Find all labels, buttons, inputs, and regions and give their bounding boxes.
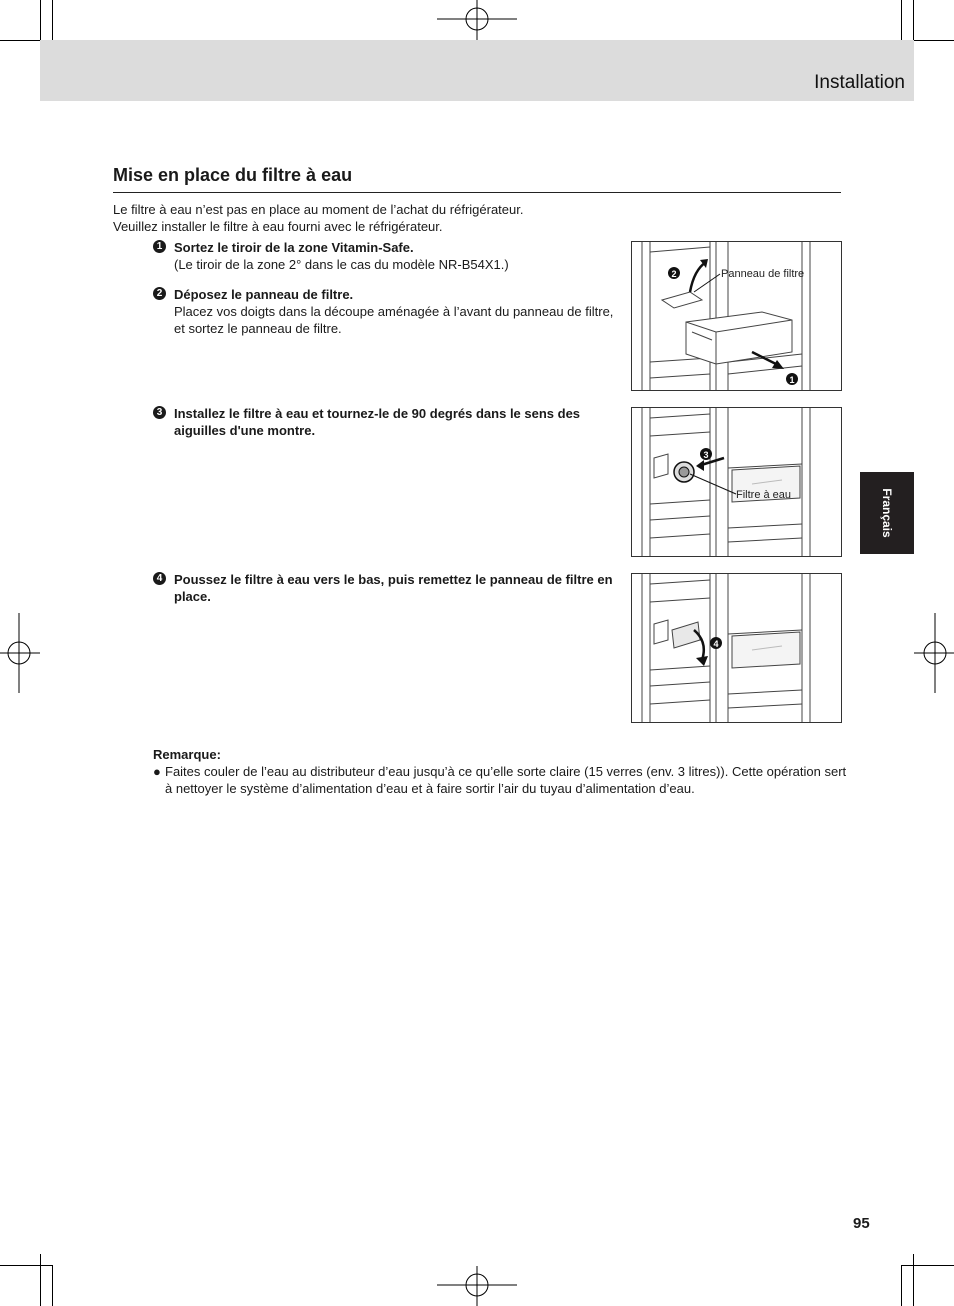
crop-mark	[913, 1254, 914, 1306]
step-4	[153, 571, 623, 605]
fridge-illustration	[632, 408, 841, 556]
figure-remove-drawer	[631, 241, 842, 391]
figure-label: Filtre à eau	[736, 489, 792, 501]
figure-marker: 4	[713, 639, 719, 649]
registration-mark-top	[437, 0, 517, 42]
step-title: Sortez le tiroir de la zone Vitamin-Safe.	[174, 240, 414, 255]
page-number: 95	[853, 1215, 870, 1232]
crop-mark	[0, 1265, 52, 1266]
step-text: Placez vos doigts dans la découpe aménagée à l’avant du panneau de filtre, et sortez le panneau de filtre.	[174, 304, 614, 336]
figure-marker: 3	[703, 450, 709, 460]
step-number-badge: 2	[153, 287, 166, 300]
step-title: Installez le filtre à eau et tournez-le de 90 degrés dans le sens des aiguilles d'une montre.	[174, 406, 581, 438]
crop-mark	[902, 1265, 954, 1266]
intro-paragraph	[113, 201, 523, 235]
header-title: Installation	[814, 72, 905, 93]
step-title: Poussez le filtre à eau vers le bas, puis remettez le panneau de filtre en place.	[174, 572, 613, 604]
fridge-illustration	[632, 574, 841, 722]
crop-mark	[901, 0, 902, 40]
language-tab	[860, 472, 914, 554]
registration-mark-right	[914, 613, 954, 693]
crop-mark	[40, 1254, 41, 1306]
remark-title: Remarque:	[153, 747, 221, 762]
step-2	[153, 286, 623, 337]
bullet-icon: ●	[153, 764, 161, 779]
figure-marker: 2	[671, 269, 677, 279]
figure-label: Panneau de filtre	[721, 268, 805, 280]
registration-mark-bottom	[437, 1266, 517, 1306]
section-divider	[113, 192, 841, 193]
step-number-badge: 3	[153, 406, 166, 419]
step-title: Déposez le panneau de filtre.	[174, 287, 354, 302]
intro-line: Le filtre à eau n’est pas en place au moment de l’achat du réfrigérateur.	[113, 202, 524, 217]
figure-marker: 1	[789, 375, 795, 385]
step-text: (Le tiroir de la zone 2° dans le cas du modèle NR-B54X1.)	[174, 257, 509, 272]
remark-text: Faites couler de l’eau au distributeur d’eau jusqu’à ce qu’elle sorte claire (15 verres (env. 3 litres)). Cette opération sert à nettoyer le système d’alimentation d’eau et à faire sortir l’air du tuyau d’alimentation d’eau.	[165, 764, 847, 796]
remark-item	[153, 763, 853, 797]
language-tab-label: Français	[880, 488, 894, 538]
figure-push-filter	[631, 573, 842, 723]
crop-mark	[52, 1265, 53, 1306]
crop-mark	[901, 1265, 902, 1306]
figure-install-filter	[631, 407, 842, 557]
crop-mark	[52, 0, 53, 40]
step-number-badge: 4	[153, 572, 166, 585]
step-3	[153, 405, 623, 439]
registration-mark-left	[0, 613, 40, 693]
header-band	[40, 40, 914, 101]
fridge-illustration	[632, 242, 841, 390]
step-number-badge: 1	[153, 240, 166, 253]
section-title: Mise en place du filtre à eau	[113, 165, 353, 185]
step-1	[153, 239, 623, 273]
intro-line: Veuillez installer le filtre à eau fourni avec le réfrigérateur.	[113, 219, 443, 234]
remark-block	[153, 746, 853, 797]
